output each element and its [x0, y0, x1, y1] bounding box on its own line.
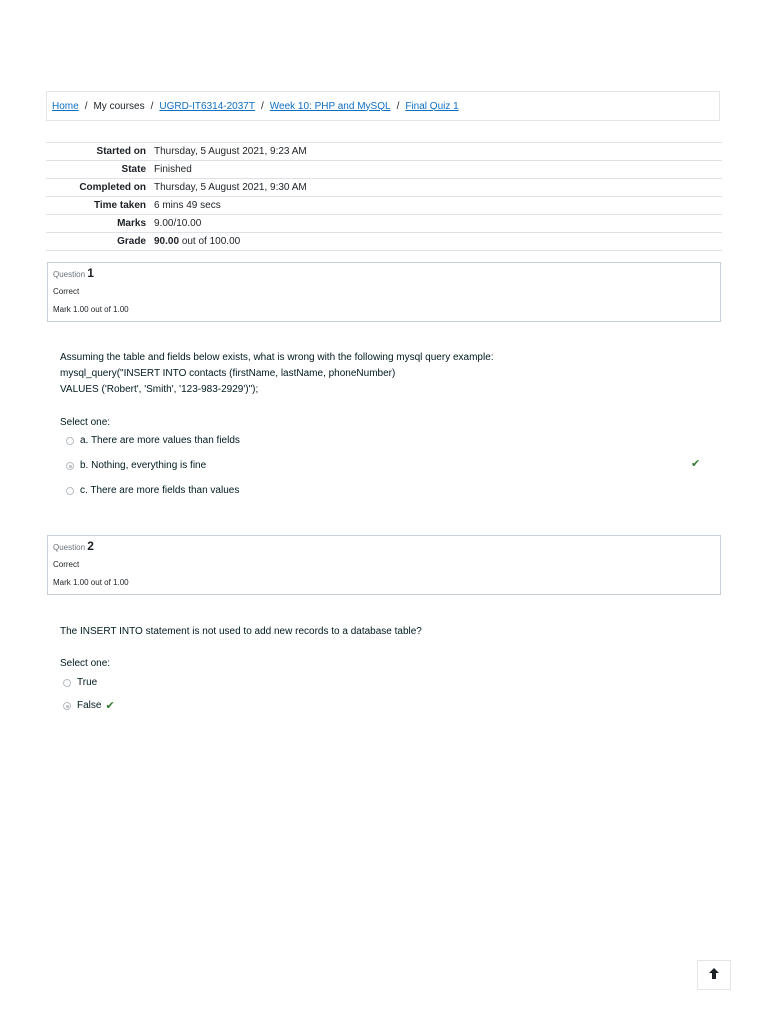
question-1-text-line: VALUES ('Robert', 'Smith', '123-983-2929')"); [60, 384, 259, 395]
question-number: 2 [87, 539, 94, 553]
question-label: Question [53, 543, 86, 552]
question-2-option-true[interactable] [63, 677, 97, 688]
breadcrumb-separator: / [150, 100, 154, 112]
breadcrumb-my-courses: My courses [93, 100, 145, 112]
grade-value [150, 233, 722, 251]
arrow-up-icon [709, 968, 719, 982]
summary-row-grade [46, 233, 722, 251]
question-2-info [47, 535, 721, 595]
option-label: c. There are more fields than values [80, 485, 240, 496]
question-1-option-a[interactable] [66, 435, 240, 446]
breadcrumb-separator: / [84, 100, 88, 112]
radio-button[interactable] [66, 487, 74, 495]
completed-on-value: Thursday, 5 August 2021, 9:30 AM [150, 179, 722, 197]
question-1-text-line: mysql_query("INSERT INTO contacts (firstName, lastName, phoneNumber) [60, 368, 396, 379]
radio-button-selected[interactable] [66, 462, 74, 470]
question-1-prompt: Select one: [60, 417, 111, 428]
summary-row-time-taken [46, 197, 722, 215]
check-icon: ✔ [691, 458, 701, 470]
summary-row-started-on [46, 143, 722, 161]
check-icon: ✔ [105, 700, 115, 712]
question-1-state: Correct [53, 287, 80, 296]
question-2-prompt: Select one: [60, 658, 111, 669]
breadcrumb-home-link[interactable]: Home [52, 100, 79, 112]
breadcrumb-separator: / [260, 100, 264, 112]
attempt-summary-table [46, 142, 722, 251]
marks-label: Marks [46, 215, 150, 233]
marks-value: 9.00/10.00 [150, 215, 722, 233]
question-2-state: Correct [53, 560, 80, 569]
option-label: a. There are more values than fields [80, 435, 240, 446]
question-1-text-line: Assuming the table and fields below exists, what is wrong with the following mysql query example: [60, 352, 494, 363]
grade-out-of: out of 100.00 [181, 236, 241, 247]
question-1-info [47, 262, 721, 322]
option-label: False [77, 700, 102, 711]
breadcrumb [46, 91, 720, 121]
radio-button[interactable] [63, 679, 71, 687]
state-value: Finished [150, 161, 722, 179]
breadcrumb-quiz-link[interactable]: Final Quiz 1 [405, 100, 459, 112]
breadcrumb-separator: / [396, 100, 400, 112]
question-label: Question [53, 270, 86, 279]
time-taken-value: 6 mins 49 secs [150, 197, 722, 215]
grade-score: 90.00 [154, 236, 180, 247]
summary-row-completed-on [46, 179, 722, 197]
breadcrumb-week-link[interactable]: Week 10: PHP and MySQL [269, 100, 391, 112]
started-on-label: Started on [46, 143, 150, 161]
time-taken-label: Time taken [46, 197, 150, 215]
summary-row-marks [46, 215, 722, 233]
question-2-option-false[interactable] [63, 699, 115, 712]
breadcrumb-course-link[interactable]: UGRD-IT6314-2037T [159, 100, 255, 112]
question-2-number [53, 540, 715, 552]
question-2-text-line: The INSERT INTO statement is not used to add new records to a database table? [60, 626, 422, 637]
scroll-to-top-button[interactable] [697, 960, 731, 990]
question-1-number [53, 267, 715, 279]
question-2-text [60, 624, 422, 640]
started-on-value: Thursday, 5 August 2021, 9:23 AM [150, 143, 722, 161]
question-1-grade: Mark 1.00 out of 1.00 [53, 305, 129, 314]
radio-button-selected[interactable] [63, 702, 71, 710]
question-2-grade: Mark 1.00 out of 1.00 [53, 578, 129, 587]
question-number: 1 [87, 266, 94, 280]
question-1-option-c[interactable] [66, 485, 239, 496]
radio-button[interactable] [66, 437, 74, 445]
state-label: State [46, 161, 150, 179]
option-label: b. Nothing, everything is fine [80, 460, 207, 471]
grade-label: Grade [46, 233, 150, 251]
question-1-text [60, 350, 494, 398]
option-label: True [77, 677, 98, 688]
question-1-option-b[interactable] [66, 460, 206, 471]
summary-row-state [46, 161, 722, 179]
completed-on-label: Completed on [46, 179, 150, 197]
